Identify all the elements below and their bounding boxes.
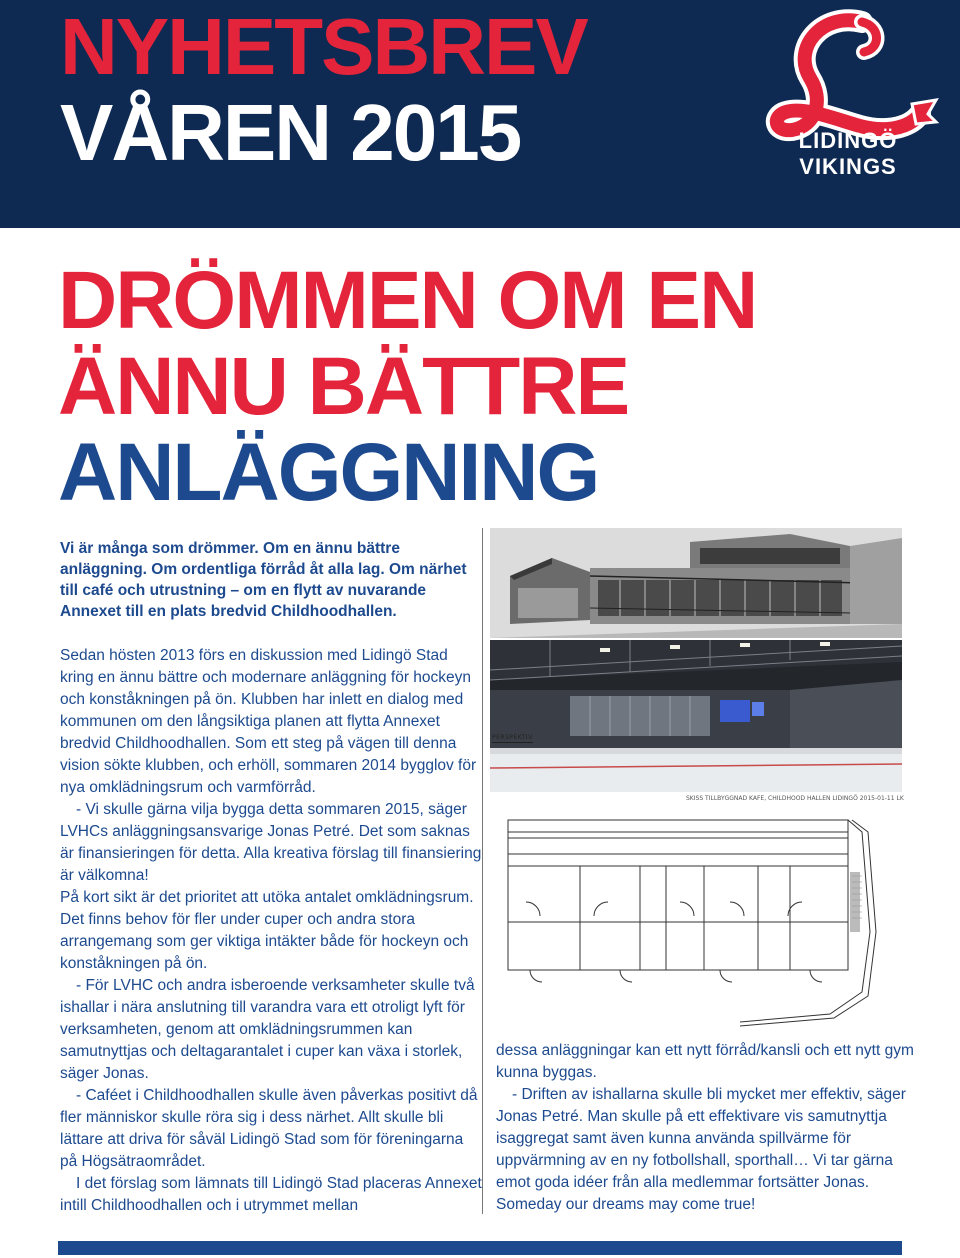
newsletter-title: NYHETSBREV bbox=[60, 2, 587, 91]
body-paragraph: På kort sikt är det prioritet att utöka antalet omklädningsrum. Det finns behov för fler under cuper och andra stora arrangemang som ger viktiga intäkter både för hockeyn och konståkningen på ön. bbox=[60, 889, 474, 972]
floor-plan-sketch bbox=[490, 792, 902, 1030]
body-paragraph: Sedan hösten 2013 förs en diskussion med Lidingö Stad kring en ännu bättre och modernare anläggning för hockeyn och konståkningen på ön. Klubben har inlett en dialog med kommunen om den långsiktiga planen att flytta Annexet bredvid Childhoodhallen. Som ett steg på vägen till denna vision sökte klubben, och erhöll, sommaren 2014 bygglov för nya omklädningsrum och varmförråd. bbox=[60, 647, 477, 796]
lidingo-vikings-logo-icon bbox=[752, 8, 942, 218]
header-band bbox=[0, 0, 960, 228]
floor-plan-drawing bbox=[490, 792, 902, 1030]
logo-wordmark bbox=[778, 128, 918, 180]
article-headline bbox=[58, 255, 757, 518]
headline-line-1: DRÖMMEN OM EN bbox=[58, 255, 757, 346]
footer-bar bbox=[58, 1241, 902, 1255]
body-paragraph: - Vi skulle gärna vilja bygga detta sommaren 2015, säger LVHCs anläggningsansvarige Jonas Petré. Det som saknas är finansieringen för detta. Alla kreativa förslag till finansiering är välkomna! bbox=[60, 801, 482, 884]
logo-text-lidingo: LIDINGÖ bbox=[798, 128, 898, 153]
body-paragraph: dessa anläggningar kan ett nytt förråd/kansli och ett nytt gym kunna byggas. bbox=[496, 1042, 914, 1081]
article-body-left bbox=[60, 645, 484, 1217]
logo-text-vikings: VIKINGS bbox=[799, 154, 897, 179]
body-paragraph: - För LVHC och andra isberoende verksamheter skulle två ishallar i nära anslutning till varandra vara ett otroligt lyft för verksamheten, genom att omklädningsrummen kan samutnyttjas och deltagarantalet i cuper kan växa i storlek, säger Jonas. bbox=[60, 977, 475, 1082]
headline-line-3: ANLÄGGNING bbox=[58, 427, 599, 518]
body-paragraph: I det förslag som lämnats till Lidingö Stad placeras Annexet intill Childhoodhallen och i utrymmet mellan bbox=[60, 1175, 482, 1214]
ice-rink-photo bbox=[490, 640, 902, 792]
article-intro: Vi är många som drömmer. Om en ännu bättre anläggning. Om ordentliga förråd åt alla lag. Om närhet till café och utrustning – om en flytt av nuvarande Annexet till en plats bredvid Childhoodhallen. bbox=[60, 540, 467, 620]
floor-plan-caption: SKISS TILLBYGGNAD KAFE, CHILDHOOD HALLEN LIDINGÖ 2015-01-11 LK bbox=[686, 795, 904, 802]
article-body-right bbox=[496, 1040, 916, 1216]
building-render-image bbox=[490, 528, 902, 638]
newsletter-season: VÅREN 2015 bbox=[60, 88, 521, 177]
body-paragraph: - Caféet i Childhoodhallen skulle även påverkas positivt då fler människor skulle röra sig i dess närhet. Allt skulle bli lättare att driva för såväl Lidingö Stad som för föreningarna på Högsätraområdet. bbox=[60, 1087, 478, 1170]
headline-line-2: ÄNNU BÄTTRE bbox=[58, 341, 629, 432]
perspektiv-label: PERSPEKTIV bbox=[492, 734, 533, 741]
column-divider bbox=[482, 528, 483, 1214]
body-paragraph: - Driften av ishallarna skulle bli mycket mer effektiv, säger Jonas Petré. Man skulle på ett effektivare vis samutnyttja isaggregat samt även kunna använda spillvärme för uppvärmning av en ny fotbollshall, sporthall… Vi tar gärna emot goda idéer från alla medlemmar fortsätter Jonas. Someday our dreams may come true! bbox=[496, 1086, 906, 1213]
